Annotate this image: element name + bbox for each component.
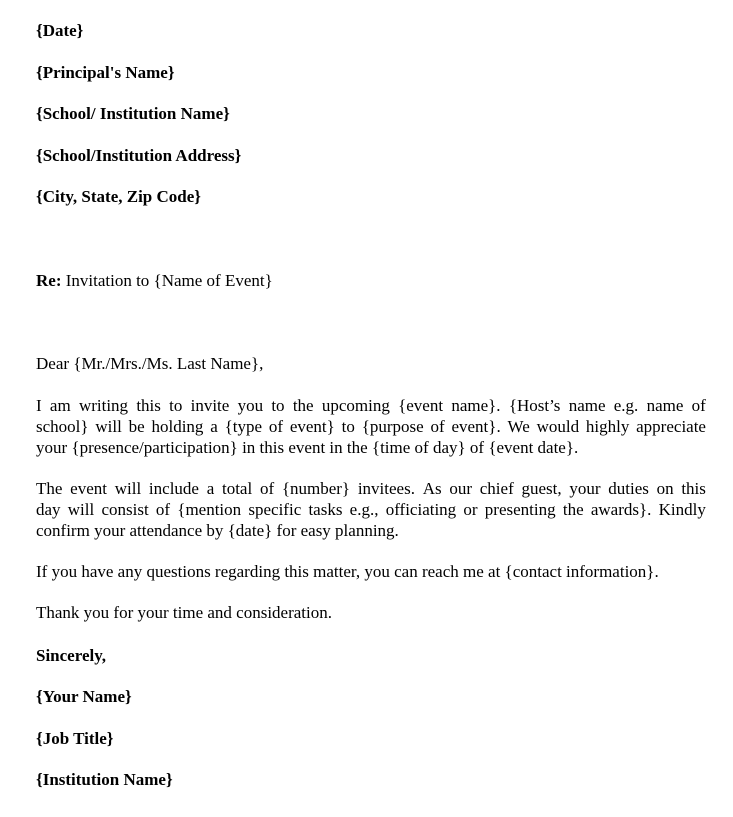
sign-off: Sincerely, [36, 646, 107, 665]
paragraph-line: day will consist of {mention specific tasks e.g., officiating or presenting the awards}. Kindly [36, 500, 706, 519]
subject-prefix: Re: [36, 271, 62, 290]
city-state-zip-placeholder: {City, State, Zip Code} [36, 187, 201, 206]
subject-line [36, 271, 273, 291]
paragraph-line: I am writing this to invite you to the upcoming {event name}. {Host’s name e.g. name of [36, 396, 706, 415]
body-paragraph-1 [36, 395, 712, 458]
date-placeholder: {Date} [36, 21, 84, 40]
paragraph-line: The event will include a total of {number} invitees. As our chief guest, your duties on this [36, 479, 706, 498]
job-title-placeholder: {Job Title} [36, 729, 114, 748]
school-address-placeholder: {School/Institution Address} [36, 146, 242, 165]
body-paragraph-3: If you have any questions regarding this matter, you can reach me at {contact information}. [36, 562, 659, 581]
school-name-placeholder: {School/ Institution Name} [36, 104, 230, 123]
your-name-placeholder: {Your Name} [36, 687, 132, 706]
salutation: Dear {Mr./Mrs./Ms. Last Name}, [36, 354, 264, 373]
paragraph-line: confirm your attendance by {date} for easy planning. [36, 521, 399, 540]
body-paragraph-4: Thank you for your time and consideration. [36, 603, 333, 622]
body-paragraph-2 [36, 478, 712, 541]
paragraph-line: school} will be holding a {type of event} to {purpose of event}. We would highly appreciate [36, 417, 706, 436]
institution-name-placeholder: {Institution Name} [36, 770, 173, 789]
subject-text: Invitation to {Name of Event} [61, 271, 273, 290]
principal-name-placeholder: {Principal's Name} [36, 63, 175, 82]
paragraph-line: your {presence/participation} in this event in the {time of day} of {event date}. [36, 438, 579, 457]
